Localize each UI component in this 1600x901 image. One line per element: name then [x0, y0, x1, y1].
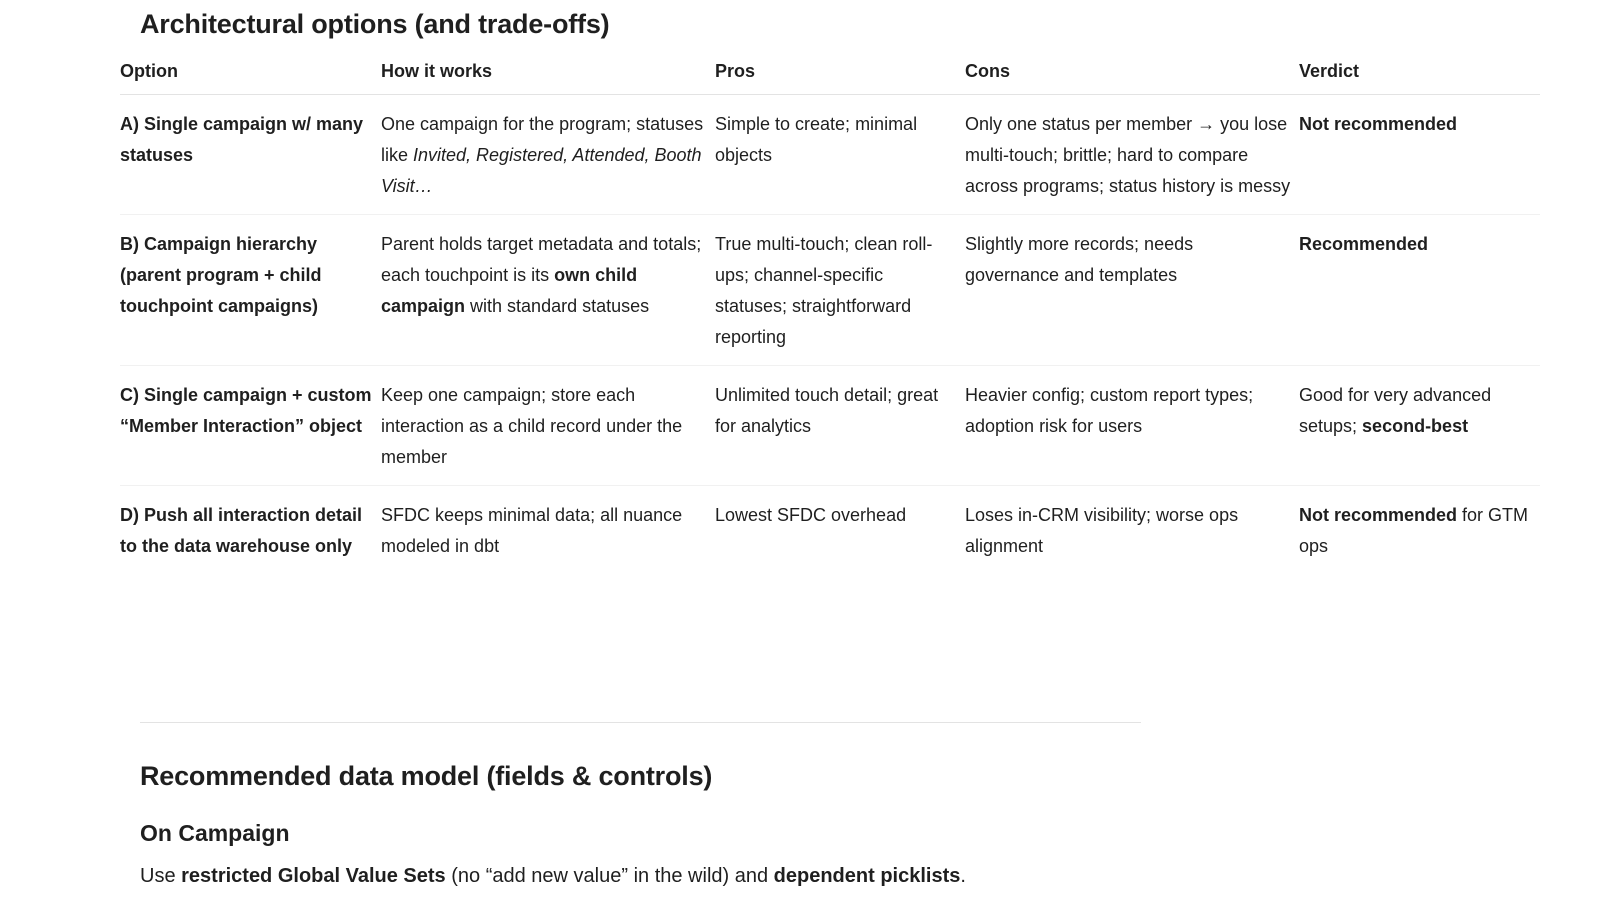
cons-cell: Only one status per member → you lose multi-touch; brittle; hard to compare across programs; status history is messy: [965, 95, 1299, 215]
table-row: [120, 366, 1540, 486]
how-cell: SFDC keeps minimal data; all nuance modeled in dbt: [381, 505, 683, 556]
table-row: [120, 215, 1540, 366]
verdict-cell: [1299, 486, 1540, 575]
header-option: Option: [120, 52, 381, 95]
section-title: Architectural options (and trade-offs): [140, 9, 610, 39]
how-text: One campaign for the program; statuses like: [381, 114, 704, 165]
table-header-row: [120, 52, 1540, 95]
verdict-cell: [1299, 95, 1540, 215]
verdict-cell: [1299, 215, 1540, 366]
paragraph-emphasis: restricted Global Value Sets: [181, 865, 446, 887]
pros-cell: Unlimited touch detail; great for analytics: [715, 366, 965, 486]
how-cell: Keep one campaign; store each interaction as a child record under the member: [381, 366, 715, 486]
how-cell: [381, 95, 715, 215]
options-table-container: [120, 52, 1540, 574]
verdict-note: Good for very advanced setups;: [1299, 385, 1492, 436]
verdict-label: Recommended: [1299, 234, 1429, 254]
table-row: [120, 486, 1540, 575]
pros-cell: True multi-touch; clean roll-ups; channel-specific statuses; straightforward reporting: [715, 215, 965, 366]
header-pros: Pros: [715, 52, 965, 95]
verdict-label: second-best: [1362, 416, 1469, 436]
paragraph-emphasis: dependent picklists: [773, 865, 961, 887]
how-cell: [381, 215, 715, 366]
cons-cell: Heavier config; custom report types; adoption risk for users: [965, 366, 1299, 486]
header-how-it-works: How it works: [381, 52, 715, 95]
campaign-subtitle: On Campaign: [140, 820, 290, 846]
cons-cell: Loses in-CRM visibility; worse ops alignment: [965, 505, 1239, 556]
option-cell: B) Campaign hierarchy (parent program + child touchpoint campaigns): [120, 215, 381, 366]
status-examples: Invited, Registered, Attended, Booth Visit…: [381, 145, 702, 196]
paragraph-text: .: [960, 865, 966, 887]
option-cell: A) Single campaign w/ many statuses: [120, 95, 381, 215]
verdict-label: Not recommended: [1299, 114, 1458, 134]
table-row: [120, 95, 1540, 215]
option-cell: D) Push all interaction detail to the data warehouse only: [120, 505, 363, 556]
verdict-cell: [1299, 366, 1540, 486]
how-emphasis: own child campaign: [381, 265, 638, 316]
options-table: [120, 52, 1540, 574]
paragraph-text: (no “add new value” in the wild) and: [445, 865, 774, 887]
header-verdict: Verdict: [1299, 52, 1540, 95]
option-cell: C) Single campaign + custom “Member Interaction” object: [120, 366, 381, 486]
campaign-paragraph: [140, 866, 966, 886]
how-text: Parent holds target metadata and totals; each touchpoint is its: [381, 234, 702, 285]
cons-cell: Slightly more records; needs governance and templates: [965, 215, 1299, 366]
header-cons: Cons: [965, 52, 1299, 95]
section-divider: [140, 722, 1141, 723]
pros-cell: Simple to create; minimal objects: [715, 95, 965, 215]
verdict-label: Not recommended: [1299, 505, 1458, 525]
verdict-note: for GTM ops: [1299, 505, 1529, 556]
paragraph-text: Use: [140, 865, 182, 887]
how-text-suffix: with standard statuses: [465, 296, 650, 316]
pros-cell: Lowest SFDC overhead: [715, 505, 907, 525]
data-model-title: Recommended data model (fields & controls): [140, 761, 713, 791]
